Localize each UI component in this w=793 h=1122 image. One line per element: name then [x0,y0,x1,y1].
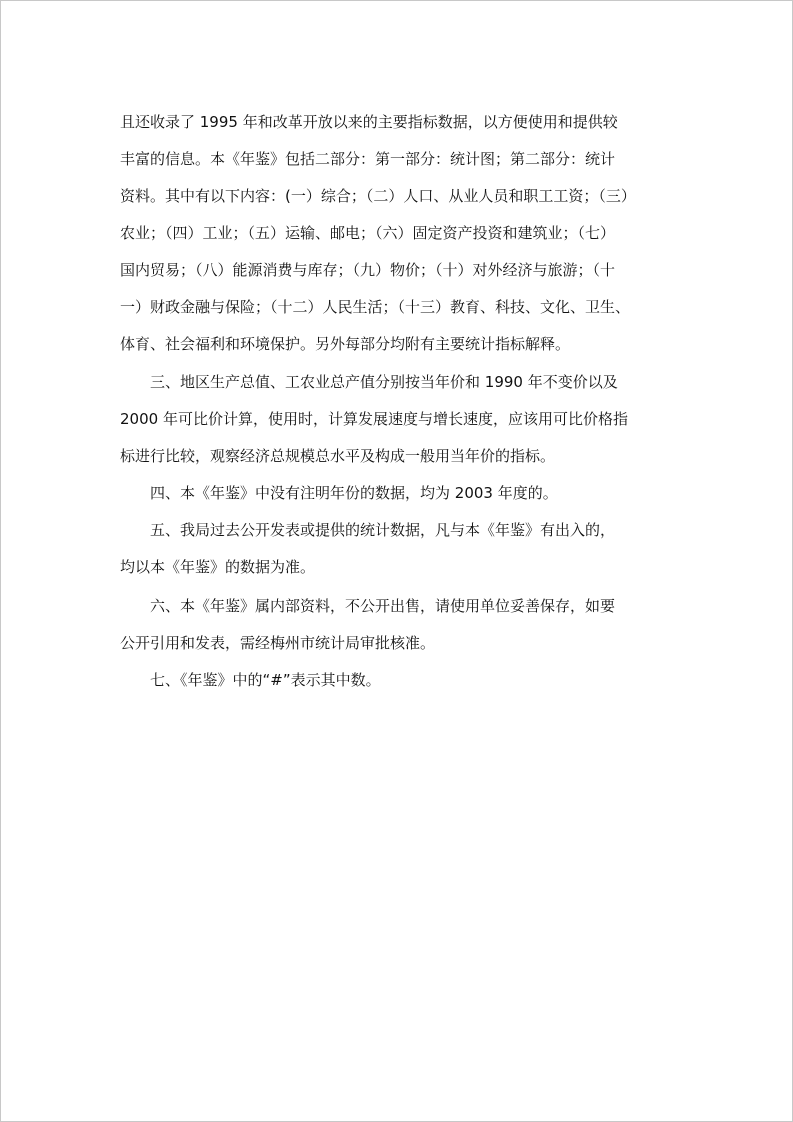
paragraph-line: 农业；（四）工业；（五）运输、邮电；（六）固定资产投资和建筑业；（七） [120,224,616,242]
section-5-line: 均以本《年鉴》的数据为准。 [120,558,316,576]
paragraph-line: 资料。其中有以下内容：(一）综合；（二）人口、从业人员和职工工资；（三） [120,187,636,205]
paragraph-line: 丰富的信息。本《年鉴》包括二部分：第一部分：统计图；第二部分：统计 [120,150,616,168]
section-6-line: 六、本《年鉴》属内部资料，不公开出售，请使用单位妥善保存，如要 [150,597,616,615]
paragraph-line: 国内贸易；（八）能源消费与库存；（九）物价；（十）对外经济与旅游；（十 [120,261,616,279]
section-3-line: 三、地区生产总值、工农业总产值分别按当年价和 1990 年不变价以及 [150,373,618,391]
section-6-line: 公开引用和发表，需经梅州市统计局审批核准。 [120,634,436,652]
section-3-line: 2000 年可比价计算，使用时，计算发展速度与增长速度，应该用可比价格指 [120,410,628,428]
section-7-line: 七、《年鉴》中的“#”表示其中数。 [150,671,381,689]
section-3-line: 标进行比较，观察经济总规模总水平及构成一般用当年价的指标。 [120,447,556,465]
paragraph-line: 且还收录了 1995 年和改革开放以来的主要指标数据，以方便使用和提供较 [120,113,618,131]
paragraph-line: 一）财政金融与保险；（十二）人民生活；（十三）教育、科技、文化、卫生、 [120,298,631,316]
paragraph-line: 体育、社会福利和环境保护。另外每部分均附有主要统计指标解释。 [120,335,571,353]
section-4-line: 四、本《年鉴》中没有注明年份的数据，均为 2003 年度的。 [150,484,558,502]
section-5-line: 五、我局过去公开发表或提供的统计数据，凡与本《年鉴》有出入的， [150,521,616,539]
